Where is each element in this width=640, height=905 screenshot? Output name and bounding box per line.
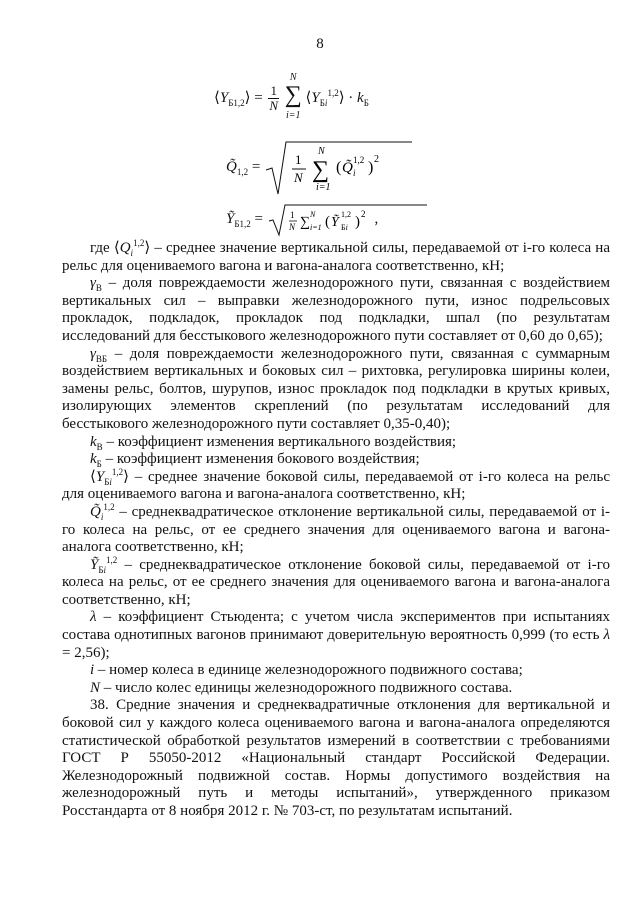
svg-text:∑: ∑ [299, 215, 310, 230]
svg-text:1: 1 [289, 210, 295, 220]
svg-text:N: N [294, 170, 303, 185]
para-38: 38. Средние значения и среднеквадратичные отклонения для вертикальной и боковой сил у каждого колеса оцениваемого вагона и вагона-аналога определяются статистической обработкой результатов измерений в соответствии с требованиями ГОСТ Р 55050-2012 «Национальный стандарт Российской Федерации. Железнодорожный подвижной состав. Нормы допустимого воздействия на железнодорожный путь и методы испытаний», утвержденного приказом Росстандарта от 8 ноября 2012 г. № 703-ст, по результатам испытаний. [62, 697, 610, 819]
svg-text:(: ( [324, 214, 330, 230]
sqrt-sign-2 [267, 203, 437, 237]
svg-text:): ) [354, 214, 360, 230]
svg-text:(: ( [336, 159, 342, 176]
svg-text:2: 2 [360, 209, 366, 219]
svg-text:N: N [288, 222, 295, 232]
page-number: 8 [316, 36, 324, 52]
document-body [62, 240, 610, 821]
para-kv: $k_В$ – коэффициент изменения вертикального воздействия; [90, 433, 457, 452]
svg-text:∑: ∑ [312, 157, 330, 183]
svg-text:Ỹ: Ỹ [330, 215, 339, 230]
svg-text:i: i [353, 168, 356, 178]
svg-text:): ) [368, 159, 374, 176]
svg-text:Q̃: Q̃ [342, 160, 353, 176]
svg-text:Бi: Бi [340, 223, 348, 232]
svg-text:1,2: 1,2 [353, 155, 365, 165]
svg-text:1: 1 [295, 152, 302, 167]
formula-mean-lateral: $⟨Y_{Б1,2}⟩$ = $\frac{1}{N}$ ∑ N i=1 $⟨Y_{Бi}^{1,2}⟩ \cdot k_Б$ [214, 72, 369, 121]
sqrt-sign [264, 140, 414, 196]
para-gamma-vb: $\gamma_{ВБ}$ – доля повреждаемости железнодорожного пути, связанная с суммарным воздействием вертикальных и боковых сил – рихтовка, регулировка ширины колеи, замены рельс, болтов, шурупов, износ прокладок под подкладки в крутых кривых, изолирующих элементов скреплений (по результатам исследований для бесстыкового железнодорожного пути составляет 0,35-0,40); [62, 345, 610, 432]
svg-text:i=1: i=1 [309, 223, 322, 232]
svg-text:N: N [309, 210, 316, 219]
para-q-mean: где $⟨Q_i^{1,2}⟩$ – среднее значение вертикальной силы, передаваемой от i-го колеса на рельс для оцениваемого вагона и вагона-аналога соответственно, кН; [62, 238, 610, 274]
svg-text:2: 2 [374, 154, 380, 165]
svg-text:1,2: 1,2 [340, 210, 351, 219]
para-y-mean: $⟨Y_{Бi}^{1,2}⟩$ – среднее значение боковой силы, передаваемой от i-го колеса на рельс для оцениваемого вагона и вагона-аналога соответственно, кН; [62, 466, 610, 503]
para-lambda: λ – коэффициент Стьюдента; с учетом числа экспериментов при испытаниях состава однотипных вагонов принимают доверительную вероятность 0,999 (то есть λ = 2,56); [62, 609, 610, 661]
para-i: i – номер колеса в единице железнодорожного подвижного состава; [90, 662, 523, 679]
para-kb: $k_Б$ – коэффициент изменения бокового воздействия; [90, 451, 420, 470]
formula-rms-vertical: $Q̃_{1,2}$ = 1 N ∑ N i=1 ( Q̃ i 1,2 ) 2 [226, 140, 414, 196]
svg-text:N: N [318, 146, 325, 157]
svg-text:i=1: i=1 [316, 182, 331, 193]
para-gamma-v: $\gamma_В$ – доля повреждаемости железнодорожного пути, связанная с воздействием вертикальных сил – выправки железнодорожного пути, износ подрельсовых прокладок, подкладок, прокладок под подкладки, шпал (по результатам исследований для бесстыкового железнодорожного пути составляет от 0,60 до 0,65); [62, 275, 610, 344]
formula-rms-lateral: Ỹ$_{Б1,2}$ = 1 N ∑ N i=1 ( Ỹ Бi 1,2 ) 2 , [226, 203, 378, 237]
para-q-rms: $Q̃_i^{1,2}$ – среднеквадратическое отклонение вертикальной силы, передаваемой от i-го колеса на рельс, от ее среднего значения для оцениваемого вагона и вагона-аналога соответственно, кН; [62, 501, 610, 556]
para-y-rms: Ỹ$_{Бi}^{1,2}$ – среднеквадратическое отклонение боковой силы, передаваемой от i-го колеса на рельс, от ее среднего значения для оцениваемого вагона и вагона-аналога соответственно, кН; [62, 554, 610, 608]
para-n: N – число колес единицы железнодорожного подвижного состава. [90, 679, 513, 696]
